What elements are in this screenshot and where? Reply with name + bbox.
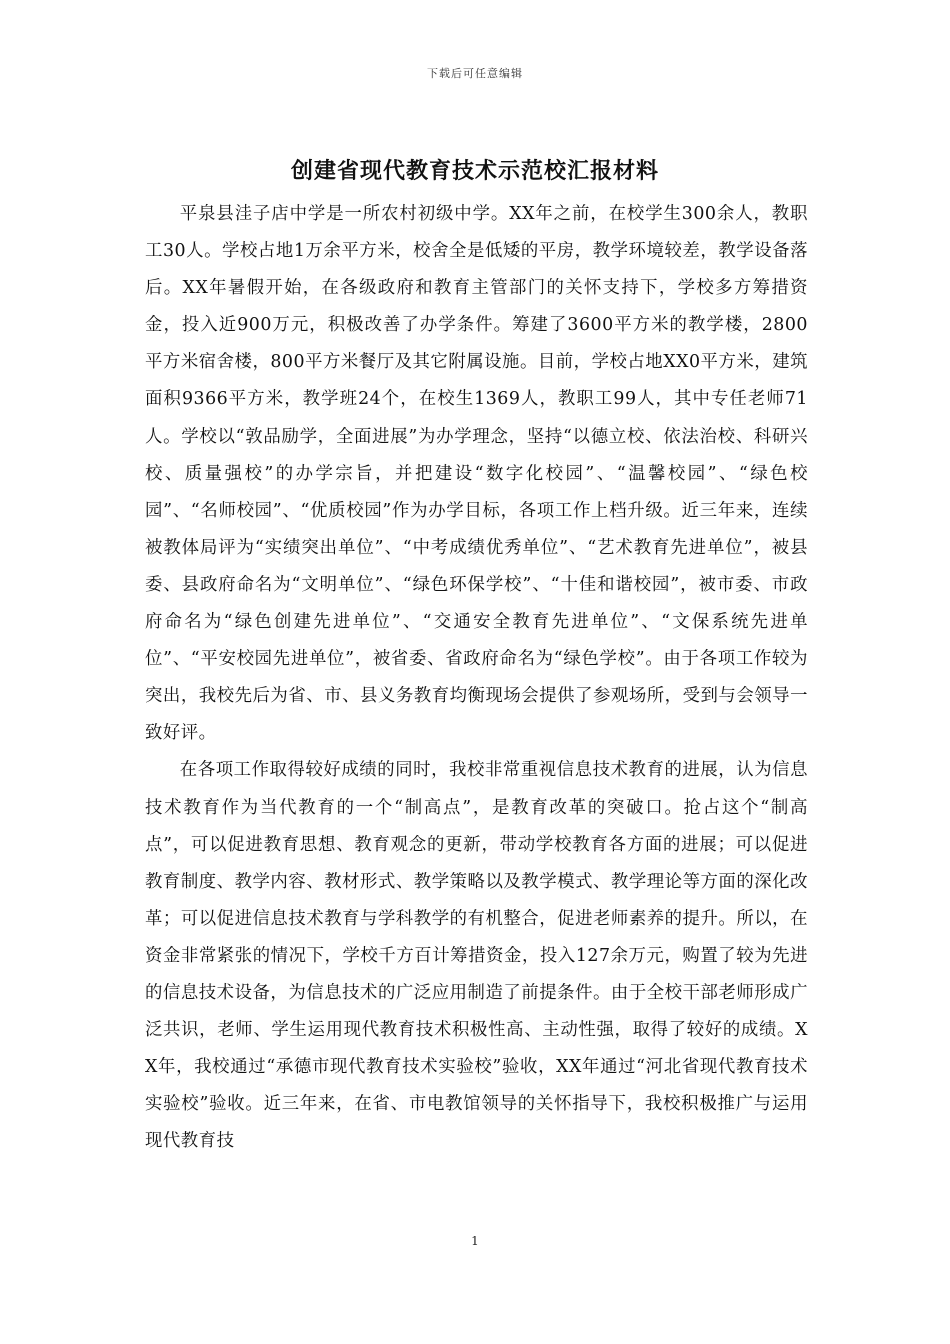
body-paragraph-2: 在各项工作取得较好成绩的同时，我校非常重视信息技术教育的进展，认为信息技术教育作为当代教育的一个“制高点”，是教育改革的突破口。抢占这个“制高点”，可以促进教育思想、教育观念的更新，带动学校教育各方面的进展；可以促进教育制度、教学内容、教材形式、教学策略以及教学模式、教学理论等方面的深化改革；可以促进信息技术教育与学科教学的有机整合，促进老师素养的提升。所以，在资金非常紧张的情况下，学校千方百计筹措资金，投入127余万元，购置了较为先进的信息技术设备，为信息技术的广泛应用制造了前提条件。由于全校干部老师形成广泛共识，老师、学生运用现代教育技术积极性高、主动性强，取得了较好的成绩。XX年，我校通过“承德市现代教育技术实验校”验收，XX年通过“河北省现代教育技术实验校”验收。近三年来，在省、市电教馆领导的关怀指导下，我校积极推广与运用现代教育技 [145,760,808,1152]
document-title: 创建省现代教育技术示范校汇报材料 [290,158,659,184]
page-number: 1 [471,1234,479,1248]
body-paragraph-1: 平泉县洼子店中学是一所农村初级中学。XX年之前，在校学生300余人，教职工30人。学校占地1万余平方米，校舍全是低矮的平房，教学环境较差，教学设备落后。XX年暑假开始，在各级政府和教育主管部门的关怀支持下，学校多方筹措资金，投入近900万元，积极改善了办学条件。筹建了3600平方米的教学楼，2800平方米宿舍楼，800平方米餐厅及其它附属设施。目前，学校占地XX0平方米，建筑面积9366平方米，教学班24个，在校生1369人，教职工99人，其中专任老师71人。学校以“敦品励学，全面进展”为办学理念，坚持“以德立校、依法治校、科研兴校、质量强校”的办学宗旨，并把建设“数字化校园”、“温馨校园”、“绿色校园”、“名师校园”、“优质校园”作为办学目标，各项工作上档升级。近三年来，连续被教体局评为“实绩突出单位”、“中考成绩优秀单位”、“艺术教育先进单位”，被县委、县政府命名为“文明单位”、“绿色环保学校”、“十佳和谐校园”，被市委、市政府命名为“绿色创建先进单位”、“交通安全教育先进单位”、“文保系统先进单位”、“平安校园先进单位”，被省委、省政府命名为“绿色学校”。由于各项工作较为突出，我校先后为省、市、县义务教育均衡现场会提供了参观场所，受到与会领导一致好评。 [145,204,808,744]
page-header-note: 下载后可任意编辑 [427,67,523,80]
document-body [145,196,808,1160]
